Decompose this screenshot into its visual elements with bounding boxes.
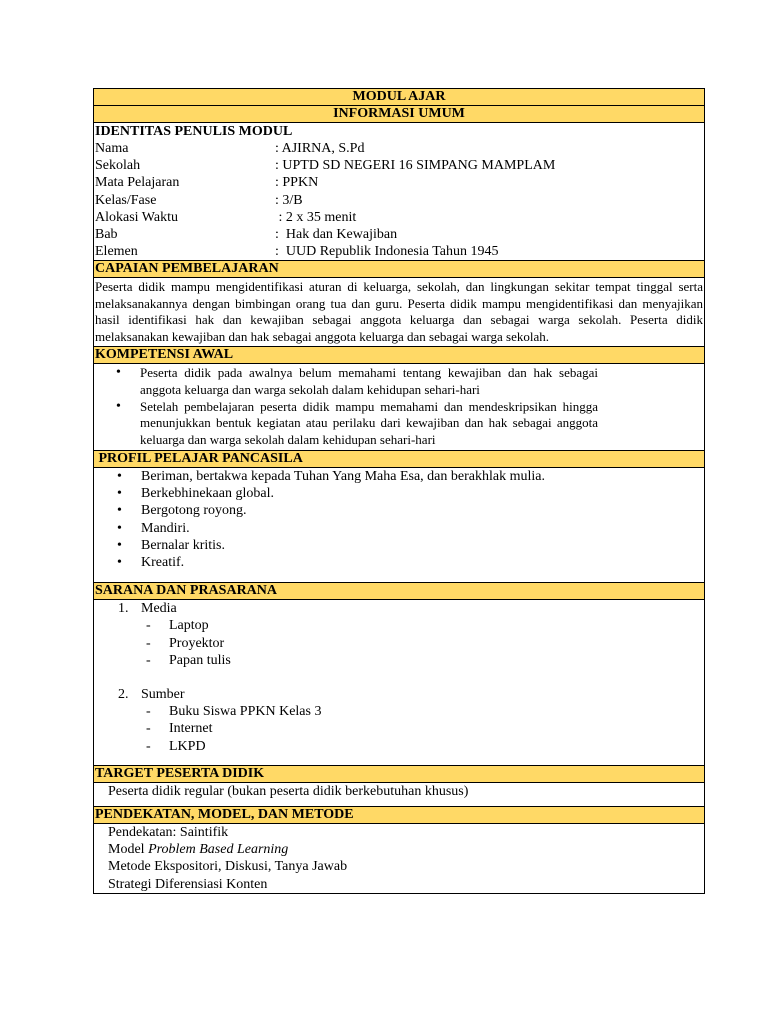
module-document: [93, 88, 705, 894]
module-title: MODUL AJAR: [93, 88, 705, 105]
target-text: Peserta didik regular (bukan peserta didik berkebutuhan khusus): [93, 782, 705, 806]
sarana-group-sumber: [95, 686, 703, 703]
field-value: : 2 x 35 menit: [275, 209, 357, 225]
field-label: Sekolah: [95, 158, 141, 174]
strategi-line: Strategi Diferensiasi Konten: [108, 876, 268, 892]
list-item: • Beriman, bertakwa kepada Tuhan Yang Maha Esa, dan berakhlak mulia.: [95, 468, 703, 485]
kompetensi-list: [94, 365, 704, 449]
field-nama: [95, 140, 703, 157]
field-value: : UPTD SD NEGERI 16 SIMPANG MAMPLAM: [275, 158, 556, 174]
field-label: Nama: [95, 141, 129, 156]
field-mata-pelajaran: [95, 174, 703, 191]
profil-list: [95, 468, 703, 571]
field-label: Kelas/Fase: [95, 192, 157, 208]
list-item: • Peserta didik pada awalnya belum memahami tentang kewajiban dan hak sebagai anggota keluarga dan warga sekolah dalam kehidupan sehari-hari: [94, 365, 598, 399]
metode-line: Metode Ekspositori, Diskusi, Tanya Jawab: [108, 859, 348, 875]
field-bab: [95, 226, 703, 243]
list-item: - Laptop: [95, 617, 703, 634]
field-value: : UUD Republik Indonesia Tahun 1945: [275, 244, 499, 260]
field-label: Elemen: [95, 244, 138, 260]
group-label: Media: [141, 601, 177, 617]
field-sekolah: [95, 157, 703, 174]
sarana-heading: SARANA DAN PRASARANA: [93, 582, 705, 599]
list-item: • Setelah pembelajaran peserta didik mampu memahami dan mendeskripsikan hingga menunjukkan bentuk kegiatan atau perilaku dari kewajiban dan hak sebagai anggota keluarga dan warga sekolah dalam kehidupan sehari-hari: [94, 399, 598, 449]
field-alokasi-waktu: [95, 209, 703, 226]
field-label: Alokasi Waktu: [95, 209, 178, 225]
list-item: • Mandiri.: [95, 520, 703, 537]
target-heading: TARGET PESERTA DIDIK: [93, 765, 705, 782]
field-value: : AJIRNA, S.Pd: [275, 141, 365, 156]
model-prefix: Model: [108, 842, 149, 858]
list-item: - LKPD: [95, 738, 703, 755]
list-item: • Bernalar kritis.: [95, 537, 703, 554]
list-item: • Kreatif.: [95, 554, 703, 571]
profil-section: [93, 467, 705, 582]
capaian-text: Peserta didik mampu mengidentifikasi aturan di keluarga, sekolah, dan lingkungan sekitar tempat tinggal serta melaksanakannya dengan bimbingan orang tua dan guru. Peserta didik mampu mengidentifikasi dan menyajikan hasil identifikasi hak dan kewajiban sebagai anggota keluarga dan sebagai warga sekolah. Peserta didik melaksanakan kewajiban dan hak sebagai anggota keluarga dan sebagai warga sekolah.: [93, 277, 705, 346]
field-value: : 3/B: [275, 192, 303, 208]
sarana-group-media: [95, 600, 703, 617]
list-item: - Buku Siswa PPKN Kelas 3: [95, 703, 703, 720]
capaian-heading: CAPAIAN PEMBELAJARAN: [93, 260, 705, 277]
field-kelas-fase: [95, 192, 703, 209]
group-number: 1.: [118, 601, 129, 617]
field-value: : Hak dan Kewajiban: [275, 227, 398, 243]
model-line: [108, 841, 703, 858]
list-item: • Berkebhinekaan global.: [95, 485, 703, 502]
list-item: - Proyektor: [95, 635, 703, 652]
section-informasi-umum: INFORMASI UMUM: [93, 105, 705, 122]
list-item: • Bergotong royong.: [95, 502, 703, 519]
field-label: Bab: [95, 227, 118, 243]
list-item: - Papan tulis: [95, 652, 703, 669]
pendekatan-heading: PENDEKATAN, MODEL, DAN METODE: [93, 806, 705, 823]
kompetensi-section: [93, 363, 705, 450]
pendekatan-section: [93, 823, 705, 894]
field-value: : PPKN: [275, 175, 319, 191]
field-label: Mata Pelajaran: [95, 175, 180, 191]
kompetensi-heading: KOMPETENSI AWAL: [93, 346, 705, 363]
identitas-heading: IDENTITAS PENULIS MODUL: [95, 124, 293, 139]
group-number: 2.: [118, 687, 129, 703]
group-label: Sumber: [141, 687, 185, 703]
identitas-section: [93, 122, 705, 260]
pendekatan-line: Pendekatan: Saintifik: [108, 825, 229, 841]
sarana-section: [93, 599, 705, 765]
profil-heading: PROFIL PELAJAR PANCASILA: [93, 450, 705, 467]
field-elemen: [95, 243, 703, 260]
model-name: Problem Based Learning: [148, 842, 289, 858]
list-item: - Internet: [95, 720, 703, 737]
